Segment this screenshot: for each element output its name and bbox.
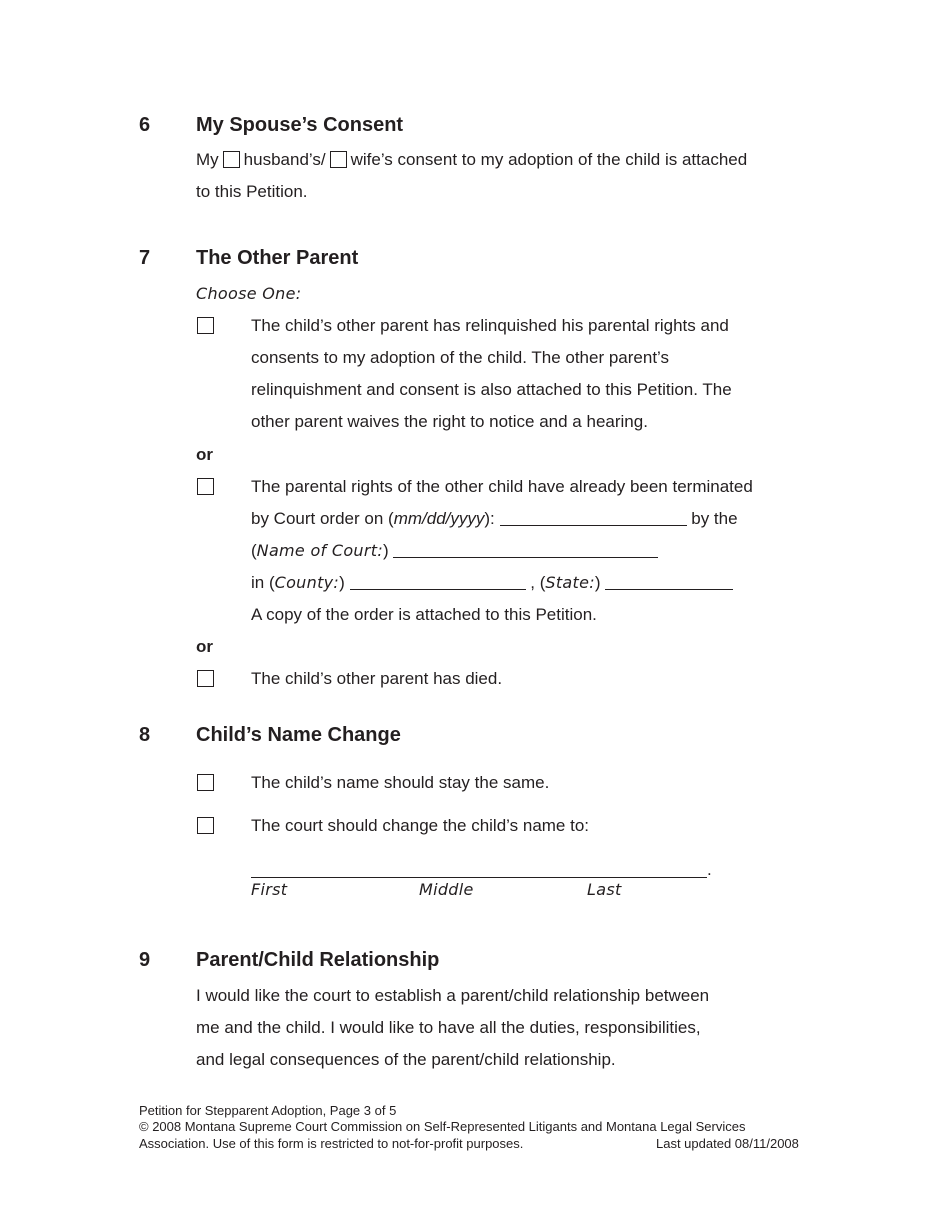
text-by-court-order: by Court order on (: [251, 509, 394, 528]
footer-usage: Association. Use of this form is restricted to not-for-profit purposes.: [139, 1136, 524, 1151]
footer-last-updated: Last updated 08/11/2008: [656, 1136, 799, 1151]
or-separator: or: [196, 445, 213, 464]
text-paren-open: (: [251, 541, 257, 560]
termination-date-field[interactable]: [500, 509, 687, 526]
new-name-field[interactable]: [251, 877, 707, 878]
option-relinquished-line: consents to my adoption of the child. The other parent’s: [251, 348, 670, 367]
state-label: State:: [545, 573, 595, 592]
name-stay-checkbox[interactable]: [197, 774, 214, 791]
section-6-line-1: [196, 150, 747, 170]
husband-checkbox[interactable]: [223, 151, 240, 168]
text-in: in (: [251, 573, 275, 592]
option-terminated-line-3: [251, 541, 658, 561]
name-of-court-field[interactable]: [393, 541, 658, 558]
footer-copyright: © 2008 Montana Supreme Court Commission on Self-Represented Litigants and Montana Legal Services: [139, 1119, 746, 1134]
first-name-label: First: [251, 880, 288, 899]
text-comma: , (: [530, 573, 546, 592]
wife-checkbox[interactable]: [330, 151, 347, 168]
section-9-line: and legal consequences of the parent/child relationship.: [196, 1050, 616, 1069]
choose-one-label: Choose One:: [196, 284, 302, 303]
text-by-the: by the: [691, 509, 738, 528]
last-name-label: Last: [587, 880, 622, 899]
section-6-line-2: to this Petition.: [196, 182, 308, 201]
county-field[interactable]: [350, 573, 526, 590]
text-my: My: [196, 150, 219, 169]
text-paren-close: ): [594, 573, 601, 592]
state-field[interactable]: [605, 573, 733, 590]
option-terminated-line-4: [251, 573, 733, 593]
section-7-number: 7: [139, 247, 151, 269]
footer-page-info: Petition for Stepparent Adoption, Page 3 of 5: [139, 1103, 397, 1118]
section-9-line: me and the child. I would like to have all the duties, responsibilities,: [196, 1018, 701, 1037]
option-name-stay: The child’s name should stay the same.: [251, 773, 550, 792]
option-terminated-line-2: [251, 509, 738, 529]
option-died: The child’s other parent has died.: [251, 669, 503, 688]
text-husband: husband’s/: [243, 150, 326, 169]
text-paren-close: ): [383, 541, 389, 560]
section-8-number: 8: [139, 724, 151, 746]
option-relinquished-line: relinquishment and consent is also attached to this Petition. The: [251, 380, 732, 399]
terminated-checkbox[interactable]: [197, 478, 214, 495]
option-relinquished-line: The child’s other parent has relinquished his parental rights and: [251, 316, 729, 335]
date-format-label: mm/dd/yyyy: [393, 509, 485, 528]
name-field-period: .: [707, 860, 712, 879]
died-checkbox[interactable]: [197, 670, 214, 687]
name-change-checkbox[interactable]: [197, 817, 214, 834]
section-6-number: 6: [139, 114, 151, 136]
name-of-court-label: Name of Court:: [256, 541, 384, 560]
section-9-number: 9: [139, 949, 151, 971]
text-paren-close: ): [339, 573, 345, 592]
section-8-heading: Child’s Name Change: [196, 724, 401, 746]
section-9-line: I would like the court to establish a parent/child relationship between: [196, 986, 710, 1005]
county-label: County:: [274, 573, 340, 592]
section-9-heading: Parent/Child Relationship: [196, 949, 440, 971]
option-name-change: The court should change the child’s name to:: [251, 816, 590, 835]
middle-name-label: Middle: [419, 880, 474, 899]
section-7-heading: The Other Parent: [196, 247, 359, 269]
text-paren-close: ):: [484, 509, 495, 528]
relinquished-checkbox[interactable]: [197, 317, 214, 334]
text-wife: wife’s consent to my adoption of the child is attached: [350, 150, 748, 169]
section-6-heading: My Spouse’s Consent: [196, 114, 404, 136]
option-terminated-line-1: The parental rights of the other child have already been terminated: [251, 477, 753, 496]
option-relinquished-line: other parent waives the right to notice and a hearing.: [251, 412, 648, 431]
option-terminated-line-5: A copy of the order is attached to this Petition.: [251, 605, 597, 624]
or-separator: or: [196, 637, 213, 656]
